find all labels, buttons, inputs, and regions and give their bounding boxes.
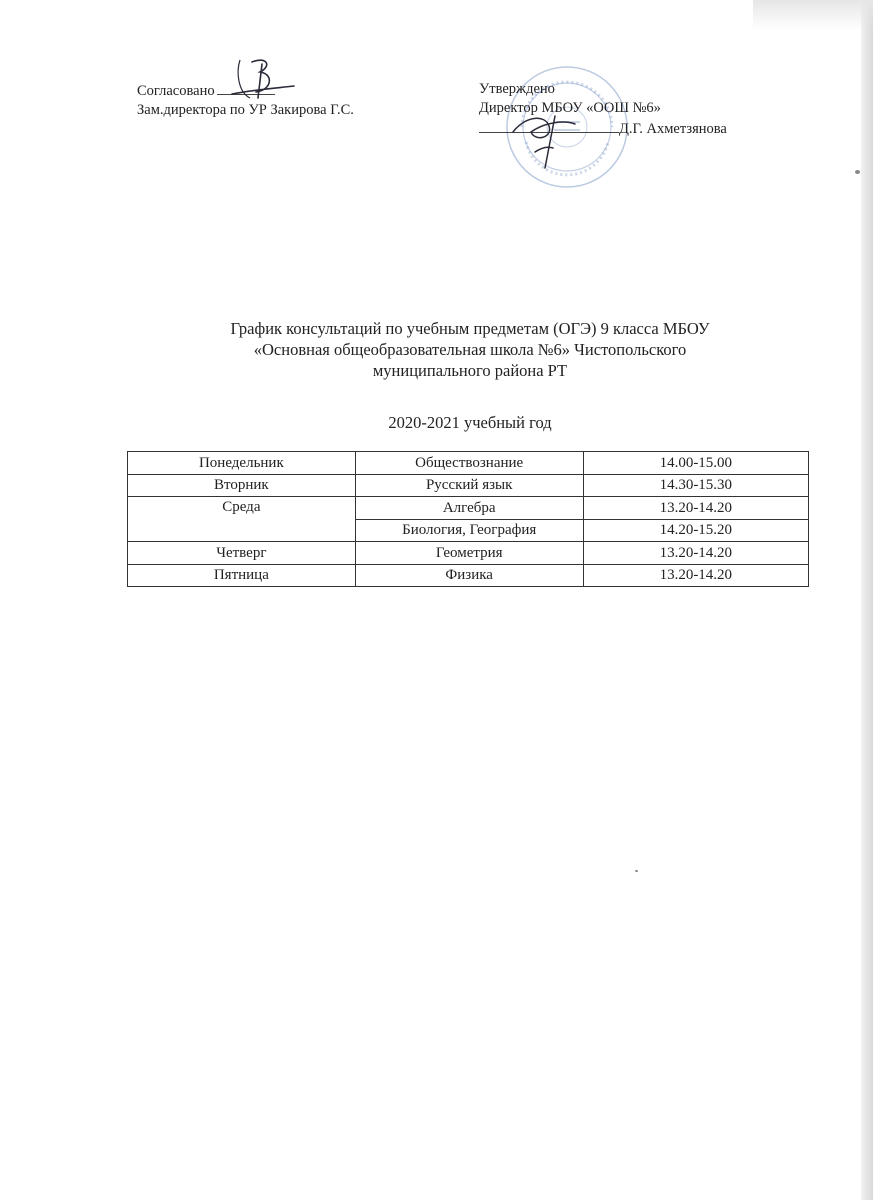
deputy-position: Зам.директора по УР Закирова Г.С. xyxy=(137,102,354,118)
approved-label: Утверждено xyxy=(479,81,555,97)
day-cell: Понедельник xyxy=(128,452,356,475)
table-row xyxy=(128,497,809,520)
time-cell: 14.00-15.00 xyxy=(583,452,808,475)
time-cell: 14.30-15.30 xyxy=(583,474,808,497)
school-year: 2020-2021 учебный год xyxy=(388,413,552,432)
subject-cell: Обществознание xyxy=(355,452,583,475)
day-cell: Среда xyxy=(128,497,356,542)
agreed-row xyxy=(137,80,354,101)
title-line-3: муниципального района РТ xyxy=(372,361,568,380)
schedule-table xyxy=(127,451,809,587)
document-title xyxy=(130,318,810,381)
table-row xyxy=(128,542,809,565)
scan-edge-top xyxy=(753,0,873,30)
signature-line-left xyxy=(217,80,275,95)
scan-speck xyxy=(855,170,860,174)
table-row xyxy=(128,474,809,497)
table-row xyxy=(128,564,809,587)
scan-speck xyxy=(635,870,638,872)
director-position: Директор МБОУ «ООШ №6» xyxy=(479,100,661,116)
subject-cell: Физика xyxy=(355,564,583,587)
title-line-1: График консультаций по учебным предметам (ОГЭ) 9 класса МБОУ xyxy=(230,319,710,338)
table-row xyxy=(128,452,809,475)
subject-cell: Геометрия xyxy=(355,542,583,565)
signature-line-right xyxy=(479,118,619,133)
subject-cell: Русский язык xyxy=(355,474,583,497)
time-cell: 13.20-14.20 xyxy=(583,564,808,587)
time-cell: 13.20-14.20 xyxy=(583,542,808,565)
day-cell: Вторник xyxy=(128,474,356,497)
subject-cell: Алгебра xyxy=(355,497,583,520)
day-cell: Пятница xyxy=(128,564,356,587)
time-cell: 14.20-15.20 xyxy=(583,519,808,542)
scan-edge xyxy=(861,0,873,1200)
time-cell: 13.20-14.20 xyxy=(583,497,808,520)
day-cell: Четверг xyxy=(128,542,356,565)
title-line-2: «Основная общеобразовательная школа №6» Чистопольского xyxy=(253,340,687,359)
director-name: Д.Г. Ахметзянова xyxy=(619,121,727,137)
approval-left-block xyxy=(137,80,354,120)
agreed-label: Согласовано xyxy=(137,83,215,99)
approval-right-block xyxy=(479,80,727,139)
director-signature-row xyxy=(479,118,727,139)
subject-cell: Биология, География xyxy=(355,519,583,542)
